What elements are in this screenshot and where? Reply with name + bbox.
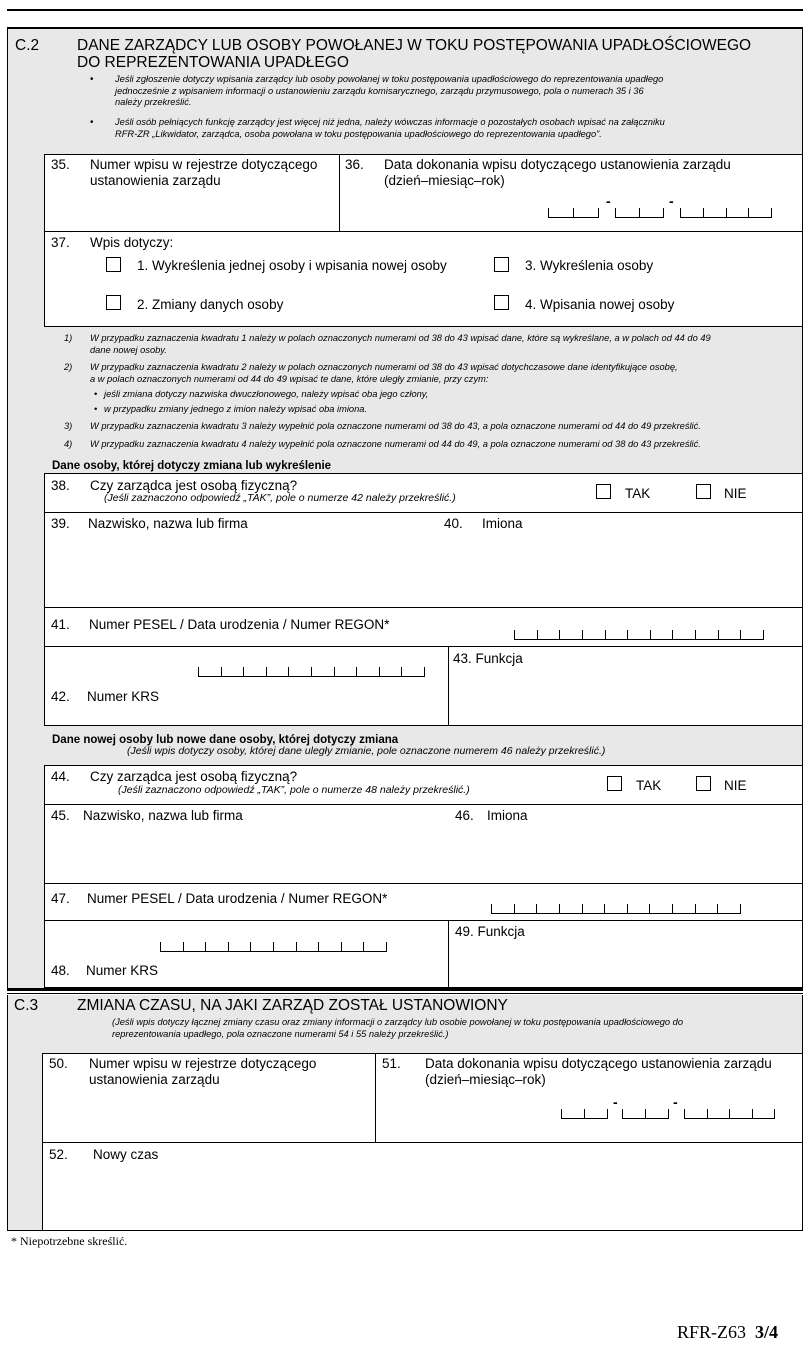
section-code: C.3 xyxy=(14,997,39,1014)
instruction-number: 3) xyxy=(64,421,73,431)
field-number: 39. xyxy=(51,516,70,531)
pesel-input[interactable] xyxy=(491,904,741,914)
date-month-input[interactable] xyxy=(622,1109,669,1119)
form-code: RFR-Z63 xyxy=(677,1322,747,1342)
date-day-input[interactable] xyxy=(548,208,599,218)
field-46-label: Imiona xyxy=(487,808,528,823)
section-title-line2: DO REPREZENTOWANIA UPADŁEGO xyxy=(77,54,349,71)
note-2: Jeśli osób pełniących funkcję zarządcy jest więcej niż jedna, należy wówczas informacje o pozostałych osobach wpisać na załączniku RFR-ZR „Likwidator, zarządca, osoba powołana w toku postępowania upadłościowego do reprezentowania upadłego”. xyxy=(115,117,665,139)
subsection-title: Dane osoby, której dotyczy zmiana lub wykreślenie xyxy=(52,460,332,472)
section-title: ZMIANA CZASU, NA JAKI ZARZĄD ZOSTAŁ USTANOWIONY xyxy=(77,997,508,1014)
field-number: 41. xyxy=(51,617,70,632)
field-40-label: Imiona xyxy=(482,516,523,531)
field-51-label: Data dokonania wpisu dotyczącego ustanowienia zarządu (dzień–miesiąc–rok) xyxy=(425,1056,772,1087)
instruction-number: 1) xyxy=(64,333,73,343)
instruction-number: 4) xyxy=(64,439,73,449)
note-1: Jeśli zgłoszenie dotyczy wpisania zarządcy lub osoby powołanej w toku postępowania upadłościowego do reprezentowania upadłego jednocześnie z wpisaniem informacji o ustanowieniu zarządu komisarycznego, zarządu przymusowego, pola o numerach 35 i 36 należy przekreślić. xyxy=(115,74,664,107)
checkbox-option-2[interactable] xyxy=(106,295,121,310)
field-number: 44. xyxy=(51,769,70,784)
date-separator: - xyxy=(673,1094,678,1110)
krs-input[interactable] xyxy=(198,667,425,677)
field-44-hint: (Jeśli zaznaczono odpowiedź „TAK”, pole o numerze 48 należy przekreślić.) xyxy=(118,784,470,796)
date-separator: - xyxy=(613,1094,618,1110)
krs-input[interactable] xyxy=(160,942,387,952)
nie-label: NIE xyxy=(724,486,747,501)
option-3-label: 3. Wykreślenia osoby xyxy=(525,258,654,273)
field-number: 46. xyxy=(455,808,474,823)
date-year-input[interactable] xyxy=(680,208,772,218)
instruction-1: W przypadku zaznaczenia kwadratu 1 należy w polach oznaczonych numerami od 38 do 43 wpisać dane, które są wykreślane, a w polach od 44 do 49 dane nowej osoby. xyxy=(90,333,711,355)
checkbox-nie[interactable] xyxy=(696,776,711,791)
checkbox-nie[interactable] xyxy=(696,484,711,499)
checkbox-tak[interactable] xyxy=(596,484,611,499)
field-41-label: Numer PESEL / Data urodzenia / Numer REGON* xyxy=(89,617,390,632)
instruction-4: W przypadku zaznaczenia kwadratu 4 należy wypełnić pola oznaczone numerami od 44 do 49, a pola oznaczone numerami od 38 do 43 przekreślić. xyxy=(90,439,701,449)
field-number: 38. xyxy=(51,478,70,493)
option-1-label: 1. Wykreślenia jednej osoby i wpisania nowej osoby xyxy=(137,258,447,273)
field-42-label: Numer KRS xyxy=(87,689,160,704)
function-input[interactable] xyxy=(449,667,802,725)
checkbox-option-4[interactable] xyxy=(494,295,509,310)
instruction-2-bullet: w przypadku zmiany jednego z imion należy wpisać oba imiona. xyxy=(104,404,368,414)
page-footer xyxy=(677,1322,778,1343)
checkbox-option-1[interactable] xyxy=(106,257,121,272)
subsection-title: Dane nowej osoby lub nowe dane osoby, której dotyczy zmiana xyxy=(52,734,399,746)
field-44-label: Czy zarządca jest osobą fizyczną? xyxy=(90,769,298,784)
field-number: 48. xyxy=(51,963,70,978)
nie-label: NIE xyxy=(724,778,747,793)
field-number: 36. xyxy=(345,157,364,172)
field-number: 47. xyxy=(51,891,70,906)
field-45-label: Nazwisko, nazwa lub firma xyxy=(83,808,243,823)
date-separator: - xyxy=(606,193,611,209)
instruction-number: 2) xyxy=(64,362,73,372)
subsection-hint: (Jeśli wpis dotyczy osoby, której dane uległy zmianie, pole oznaczone numerem 46 należy przekreślić.) xyxy=(127,745,606,757)
function-input[interactable] xyxy=(449,940,802,987)
field-number: 42. xyxy=(51,689,70,704)
field-47-label: Numer PESEL / Data urodzenia / Numer REGON* xyxy=(87,891,388,906)
field-number: 51. xyxy=(382,1056,401,1071)
field-49-label: 49. Funkcja xyxy=(455,924,525,939)
date-year-input[interactable] xyxy=(684,1109,775,1119)
field-50-label: Numer wpisu w rejestrze dotyczącego ustanowienia zarządu xyxy=(89,1056,317,1087)
registry-number-35-input[interactable] xyxy=(45,190,338,231)
section-title: DANE ZARZĄDCY LUB OSOBY POWOŁANEJ W TOKU POSTĘPOWANIA UPADŁOŚCIOWEGO xyxy=(77,37,752,54)
field-36-label: Data dokonania wpisu dotyczącego ustanowienia zarządu (dzień–miesiąc–rok) xyxy=(384,157,731,188)
field-38-label: Czy zarządca jest osobą fizyczną? xyxy=(90,478,298,493)
field-38-hint: (Jeśli zaznaczono odpowiedź „TAK”, pole o numerze 42 należy przekreślić.) xyxy=(104,492,456,504)
bullet-icon: • xyxy=(94,389,98,399)
instruction-2-bullet: jeśli zmiana dotyczy nazwiska dwuczłonowego, należy wpisać oba jego człony, xyxy=(104,389,429,399)
field-number: 40. xyxy=(444,516,463,531)
checkbox-option-3[interactable] xyxy=(494,257,509,272)
registry-number-50-input[interactable] xyxy=(43,1090,374,1142)
field-37-label: Wpis dotyczy: xyxy=(90,235,174,250)
date-day-input[interactable] xyxy=(561,1109,608,1119)
page-number: 3/4 xyxy=(755,1322,779,1342)
instruction-2: W przypadku zaznaczenia kwadratu 2 należy w polach oznaczonych numerami od 38 do 43 wpisać dotychczasowe dane identyfikujące osobę, a w polach oznaczonych numerami od 44 do 49 wpisać te dane, które uległy zmianie, przy czym: xyxy=(90,362,678,384)
field-number: 52. xyxy=(49,1147,68,1162)
top-border xyxy=(7,9,803,11)
date-separator: - xyxy=(669,193,674,209)
field-39-label: Nazwisko, nazwa lub firma xyxy=(88,516,248,531)
field-48-label: Numer KRS xyxy=(86,963,159,978)
field-52-label: Nowy czas xyxy=(93,1147,159,1162)
option-2-label: 2. Zmiany danych osoby xyxy=(137,297,284,312)
tak-label: TAK xyxy=(636,778,662,793)
bullet-icon: • xyxy=(90,117,94,128)
option-4-label: 4. Wpisania nowej osoby xyxy=(525,297,675,312)
footnote: * Niepotrzebne skreślić. xyxy=(11,1234,128,1248)
checkbox-tak[interactable] xyxy=(607,776,622,791)
field-number: 37. xyxy=(51,235,70,250)
bullet-icon: • xyxy=(94,404,98,414)
section-c3-hint: (Jeśli wpis dotyczy łącznej zmiany czasu oraz zmiany informacji o zarządcy lub osobie powołanej w toku postępowania upadłościowego do reprezentowania upadłego, pola oznaczone numerami 54 i 55 należy przekreślić.) xyxy=(112,1017,684,1039)
field-number: 35. xyxy=(51,157,70,172)
section-code: C.2 xyxy=(15,37,40,54)
pesel-input[interactable] xyxy=(514,630,764,640)
field-number: 45. xyxy=(51,808,70,823)
date-month-input[interactable] xyxy=(615,208,664,218)
field-43-label: 43. Funkcja xyxy=(453,651,523,666)
tak-label: TAK xyxy=(625,486,651,501)
field-35-label: Numer wpisu w rejestrze dotyczącego ustanowienia zarządu xyxy=(90,157,318,188)
field-number: 50. xyxy=(49,1056,68,1071)
bullet-icon: • xyxy=(90,74,94,85)
instruction-3: W przypadku zaznaczenia kwadratu 3 należy wypełnić pola oznaczone numerami od 38 do 43, a pola oznaczone numerami od 44 do 49 przekreślić. xyxy=(90,421,701,431)
